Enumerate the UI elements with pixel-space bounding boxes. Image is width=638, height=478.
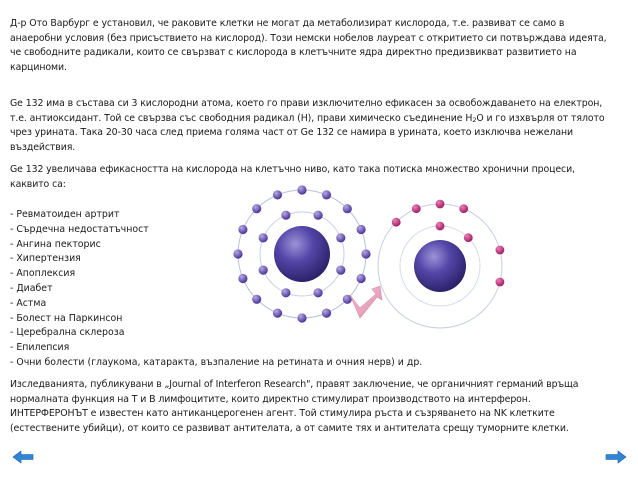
text-line: Ge 132 има в състава си 3 кислородни атома, което го прави изключително ефикасен за освобождаването на електрон,: [10, 98, 603, 109]
text-line: чрез урината. Така 20-30 часа след приема голяма част от Ge 132 се намира в урината, което изключва нежелани: [10, 127, 574, 139]
electron: [436, 200, 445, 209]
text-line: карциноми.: [10, 61, 67, 73]
electron: [459, 204, 468, 213]
text-line: (естествените убийци), от които се развиват антителата, а от самите тях и антителата срещу туморните клетки.: [10, 422, 569, 434]
atom-diagram-icon: [200, 182, 530, 337]
text-line: че свободните радикали, които се свързват с кислорода в клетъчните ядра директно предизвикват развитието на: [10, 47, 577, 59]
electron: [238, 274, 247, 283]
list-item: - Церебрална склероза: [10, 327, 125, 339]
electron: [281, 211, 290, 220]
electron: [464, 233, 473, 242]
electron: [412, 204, 421, 213]
subscript: 2: [472, 115, 477, 124]
electron: [336, 233, 345, 242]
electron: [314, 288, 323, 297]
paragraph-ge132-antioxidant: [10, 97, 625, 155]
electron: [273, 309, 282, 318]
electron: [392, 218, 401, 227]
electron: [322, 190, 331, 199]
text-segment: O и го изхвърля от тялото: [476, 112, 605, 124]
nucleus: [414, 240, 466, 292]
right-atom: [378, 200, 504, 328]
electron: [259, 233, 268, 242]
list-item: - Сърдечна недостатъчност: [10, 223, 149, 235]
nucleus: [274, 226, 330, 282]
paragraph-warburg: [10, 17, 625, 75]
list-item: - Диабет: [10, 282, 53, 294]
list-item: - Ревматоиден артрит: [10, 209, 120, 220]
text-line: Ge 132 увеличава ефикасността на кислорода на клетъчно ниво, като така потиска множество хронични процеси,: [10, 164, 575, 175]
arrow-right-icon[interactable]: [605, 450, 627, 464]
paragraph-interferon: [10, 378, 625, 436]
electron: [238, 225, 247, 234]
electron: [343, 204, 352, 213]
electron: [297, 185, 306, 194]
list-item: - Болест на Паркинсон: [10, 312, 123, 324]
electron: [314, 211, 323, 220]
electron: [297, 313, 306, 322]
electron: [357, 274, 366, 283]
text-line: Изследванията, публикувани в „Journal of Interferon Research", правят заключение, че органичният германий връща: [10, 379, 579, 390]
electron: [259, 266, 268, 275]
text-line: Д-р Ото Варбург е установил, че раковите клетки не могат да метаболизират кислорода, т.е. развиват се само в: [10, 18, 565, 29]
list-item: - Апоплексия: [10, 268, 76, 280]
text-segment: т.е. антиоксидант. Той се свързва със свободния радикал (H), прави химическо съединение H: [10, 112, 473, 124]
electron: [273, 190, 282, 199]
list-item: - Астма: [10, 297, 47, 309]
left-atom: [233, 185, 370, 322]
electron: [252, 204, 261, 213]
electron: [336, 266, 345, 275]
text-line: ИНТЕРФЕРОНЪТ е известен като антиканцерогенен агент. Той стимулира ръста и съзряването на NK клетките: [10, 408, 555, 420]
text-line: [10, 112, 625, 127]
text-line: въздействия.: [10, 141, 76, 153]
electron: [357, 225, 366, 234]
electron: [496, 278, 505, 287]
electron: [322, 309, 331, 318]
electron: [252, 295, 261, 304]
electron: [496, 246, 505, 255]
list-item: - Ангина пекторис: [10, 238, 101, 250]
text-line: нормалната функция на T и B лимфоцитите, които директно стимулират производството на интерферон.: [10, 393, 531, 405]
electron: [233, 249, 242, 258]
list-item: - Епилепсия: [10, 342, 70, 354]
electron: [436, 222, 445, 231]
list-item: - Хипертензия: [10, 253, 81, 265]
arrow-left-icon[interactable]: [12, 450, 34, 464]
list-item: - Очни болести (глаукома, катаракта, възпаление на ретината и очния нерв) и др.: [10, 356, 423, 368]
text-line: анаеробни условия (без присъствието на кислород). Този немски нобелов лауреат с откритието си потвърждава идеята,: [10, 32, 607, 44]
text-line: каквито са:: [10, 178, 66, 190]
electron: [361, 249, 370, 258]
electron: [281, 288, 290, 297]
